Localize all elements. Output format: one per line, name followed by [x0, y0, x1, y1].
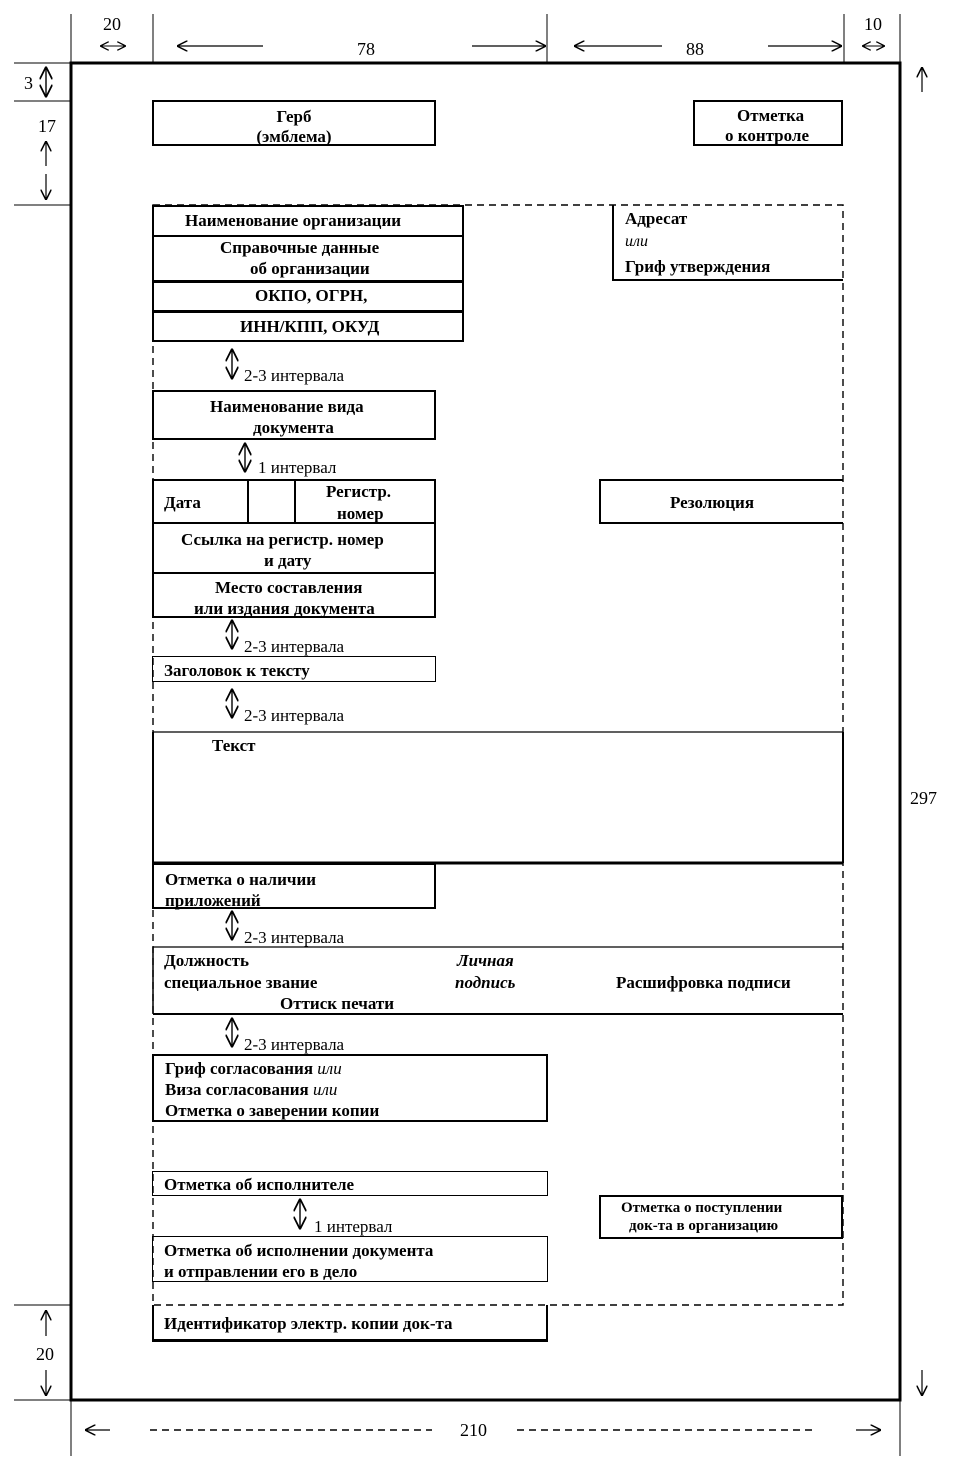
- org-codes-line2: ИНН/КПП, ОКУД: [240, 317, 380, 336]
- interval-label-3: 2-3 интервала: [244, 637, 345, 656]
- date-label: Дата: [164, 493, 201, 512]
- interval-label-4: 2-3 интервала: [244, 706, 345, 725]
- approval-line1: Гриф согласования: [165, 1059, 314, 1078]
- org-ref-line1: Справочные данные: [220, 238, 380, 257]
- reg-line2: номер: [337, 504, 384, 523]
- attachments-line1: Отметка о наличии: [165, 870, 317, 889]
- execution-box: [152, 1236, 548, 1282]
- dim-left-part: 78: [357, 39, 375, 59]
- receipt-line1: Отметка о поступлении: [621, 1200, 783, 1216]
- receipt-line2: док-та в организацию: [629, 1218, 779, 1234]
- addressee-line1: Адресат: [625, 209, 688, 228]
- doc-type-box: [152, 390, 436, 440]
- signature-stamp: Оттиск печати: [280, 994, 395, 1013]
- addressee-line2: Гриф утверждения: [625, 257, 771, 276]
- receipt-box: [599, 1195, 843, 1239]
- executor-label: Отметка об исполнителе: [164, 1175, 355, 1194]
- heading-label: Заголовок к тексту: [164, 661, 310, 680]
- reference-line1: Ссылка на регистр. номер: [181, 530, 384, 549]
- reference-box: [152, 522, 436, 574]
- dim-left-margin: 20: [103, 14, 121, 34]
- reference-line2: и дату: [264, 551, 312, 570]
- signature-personal-line1: Личная: [457, 951, 514, 970]
- signature-personal-line2: подпись: [455, 973, 516, 992]
- dim-top-small: 3: [24, 73, 33, 93]
- doc-type-line2: документа: [253, 418, 334, 437]
- executor-box: [152, 1171, 548, 1196]
- place-line2: или издания документа: [194, 599, 375, 618]
- e-copy-label: Идентификатор электр. копии док-та: [164, 1314, 453, 1333]
- control-line1: Отметка: [737, 106, 805, 125]
- dim-right-margin: 10: [864, 14, 882, 34]
- interval-label-2: 1 интервал: [258, 458, 337, 477]
- approval-line3: Отметка о заверении копии: [165, 1101, 380, 1120]
- interval-label-7: 1 интервал: [314, 1217, 393, 1236]
- approval-or1: или: [317, 1059, 342, 1078]
- org-name: Наименование организации: [185, 211, 402, 230]
- approval-box: [152, 1054, 548, 1122]
- text-label: Текст: [212, 736, 256, 755]
- dim-bottom-block: 20: [36, 1344, 54, 1364]
- execution-line2: и отправлении его в дело: [164, 1262, 358, 1281]
- emblem-line1: Герб: [276, 107, 312, 126]
- execution-line1: Отметка об исполнении документа: [164, 1241, 434, 1260]
- place-line1: Место составления: [215, 578, 363, 597]
- interval-label-5: 2-3 интервала: [244, 928, 345, 947]
- place-box: [152, 572, 436, 618]
- control-line2: о контроле: [725, 126, 809, 145]
- control-mark-box: [693, 100, 843, 146]
- approval-line2: Виза согласования: [165, 1080, 309, 1099]
- dim-width: 210: [460, 1420, 487, 1440]
- signature-decryption: Расшифровка подписи: [616, 973, 791, 992]
- attachments-line2: приложений: [165, 891, 261, 910]
- emblem-box: [152, 100, 436, 146]
- emblem-line2: (эмблема): [256, 127, 332, 146]
- dim-top-block: 17: [38, 116, 56, 136]
- doc-type-line1: Наименование вида: [210, 397, 364, 416]
- attachments-box: [152, 863, 436, 909]
- org-ref-line2: об организации: [250, 259, 370, 278]
- org-codes-line1: ОКПО, ОГРН,: [255, 286, 368, 305]
- signature-position-line2: специальное звание: [164, 973, 318, 992]
- addressee-or: или: [625, 233, 648, 250]
- interval-label-6: 2-3 интервала: [244, 1035, 345, 1054]
- signature-position-line1: Должность: [164, 951, 250, 970]
- dim-right-part: 88: [686, 39, 704, 59]
- resolution: Резолюция: [670, 493, 755, 512]
- approval-or2: или: [313, 1080, 338, 1099]
- interval-label-1: 2-3 интервала: [244, 366, 345, 385]
- reg-line1: Регистр.: [326, 482, 392, 501]
- heading-box: [152, 656, 436, 682]
- dim-height: 297: [910, 788, 937, 808]
